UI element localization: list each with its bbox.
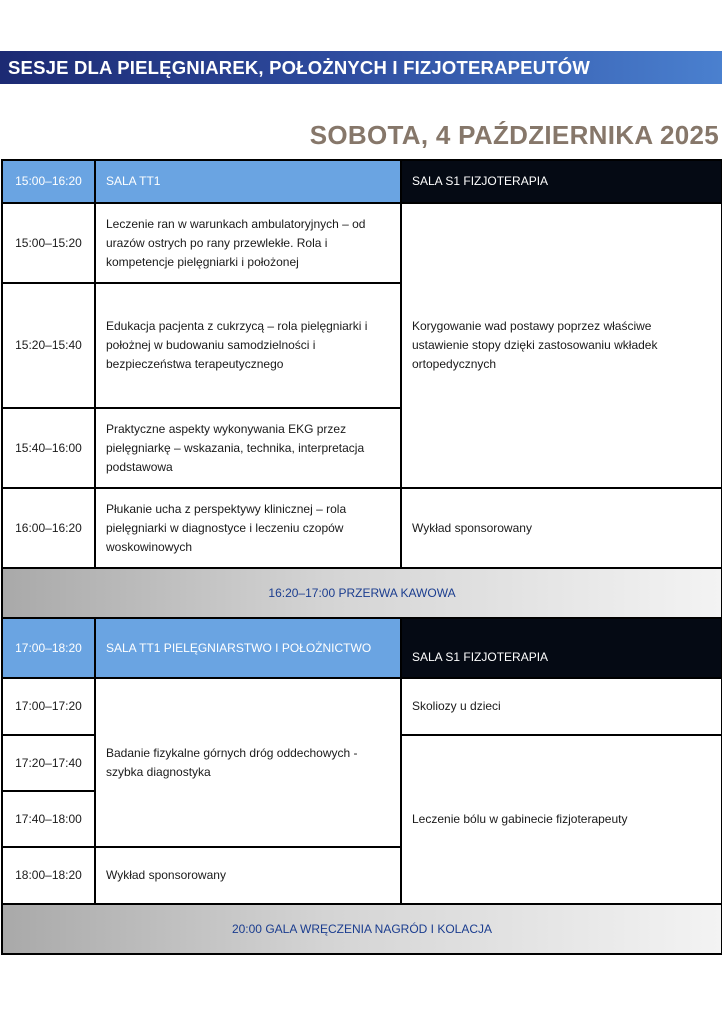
table-row (2, 203, 722, 283)
session-time: 15:20–15:40 (2, 283, 95, 408)
session-title: Leczenie ran w warunkach ambulatoryjnych – od urazów ostrych po rany przewlekłe. Rola i kompetencje pielęgniarki i położonej (95, 203, 401, 283)
gala-dinner: 20:00 GALA WRĘCZENIA NAGRÓD I KOLACJA (2, 904, 722, 954)
section-banner: SESJE DLA PIELĘGNIAREK, POŁOŻNYCH I FIZJOTERAPEUTÓW (0, 51, 722, 84)
room-b-session: Skoliozy u dzieci (401, 678, 722, 735)
session-time: 17:00–17:20 (2, 678, 95, 735)
block2-header-row (2, 618, 722, 678)
room-b-session: Leczenie bólu w gabinecie fizjoterapeuty (401, 735, 722, 904)
table-row (2, 488, 722, 568)
block1-time: 15:00–16:20 (2, 160, 95, 203)
session-time: 18:00–18:20 (2, 847, 95, 904)
session-title: Edukacja pacjenta z cukrzycą – rola pielęgniarki i położnej w budowaniu samodzielności i bezpieczeństwa terapeutycznego (95, 283, 401, 408)
room-b-session: Wykład sponsorowany (401, 488, 722, 568)
session-title: Praktyczne aspekty wykonywania EKG przez pielęgniarkę – wskazania, technika, interpretacja podstawowa (95, 408, 401, 488)
session-time: 15:40–16:00 (2, 408, 95, 488)
schedule-table (1, 159, 722, 955)
room-b-session: Korygowanie wad postawy poprzez właściwe ustawienie stopy dzięki zastosowaniu wkładek ortopedycznych (401, 203, 722, 488)
block2-room-a: SALA TT1 PIELĘGNIARSTWO I POŁOŻNICTWO (95, 618, 401, 678)
block1-room-b: SALA S1 FIZJOTERAPIA (401, 160, 722, 203)
block2-room-b: SALA S1 FIZJOTERAPIA (401, 618, 722, 678)
coffee-break: 16:20–17:00 PRZERWA KAWOWA (2, 568, 722, 618)
block1-header-row (2, 160, 722, 203)
session-time: 15:00–15:20 (2, 203, 95, 283)
block1-room-a: SALA TT1 (95, 160, 401, 203)
coffee-break-row (2, 568, 722, 618)
session-time: 17:40–18:00 (2, 791, 95, 847)
event-date: SOBOTA, 4 PAŹDZIERNIKA 2025 (309, 120, 719, 150)
session-time: 17:20–17:40 (2, 735, 95, 791)
session-time: 16:00–16:20 (2, 488, 95, 568)
gala-row (2, 904, 722, 954)
room-a-session: Badanie fizykalne górnych dróg oddechowych - szybka diagnostyka (95, 678, 401, 847)
room-a-session: Wykład sponsorowany (95, 847, 401, 904)
table-row (2, 678, 722, 735)
block2-time: 17:00–18:20 (2, 618, 95, 678)
session-title: Płukanie ucha z perspektywy klinicznej – rola pielęgniarki w diagnostyce i leczeniu czopów woskowinowych (95, 488, 401, 568)
